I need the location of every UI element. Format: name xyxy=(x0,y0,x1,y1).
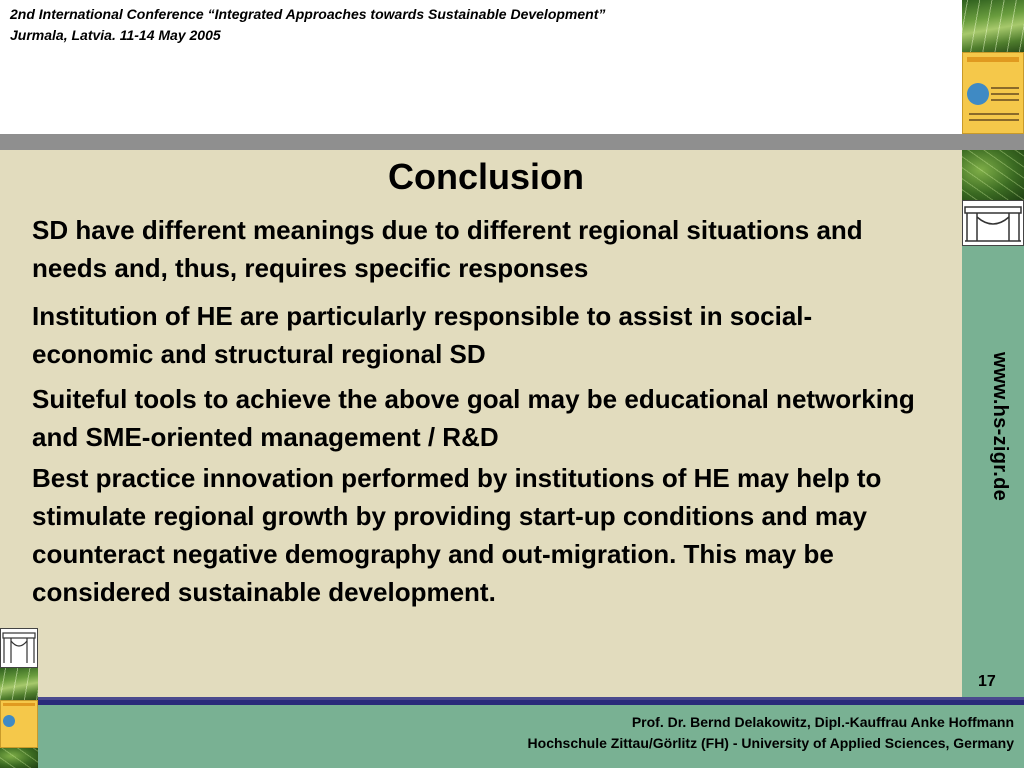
header-divider-band xyxy=(0,134,1024,150)
emas-brochure-small-icon xyxy=(0,700,38,748)
emas-brochure-icon xyxy=(962,52,1024,134)
university-logo-icon xyxy=(962,200,1024,246)
conclusion-point-3: Suiteful tools to achieve the above goal may be educational networking and SME-oriented management / R&D xyxy=(32,384,915,452)
leaf-photo-small-icon xyxy=(0,748,38,768)
footer-authors: Prof. Dr. Bernd Delakowitz, Dipl.-Kauffrau Anke Hoffmann xyxy=(631,714,1014,730)
grass-photo-small-icon xyxy=(0,668,38,700)
conference-title: 2nd International Conference “Integrated Approaches towards Sustainable Development” xyxy=(10,6,606,22)
page-number: 17 xyxy=(978,673,996,690)
website-url[interactable]: www.hs-zigr.de xyxy=(989,352,1011,502)
university-logo-small-icon xyxy=(0,628,38,668)
grass-photo-icon xyxy=(962,0,1024,52)
conclusion-point-4: Best practice innovation performed by institutions of HE may help to stimulate regional growth by providing start-up conditions and may counteract negative demography and out-migration. This may be considered sustainable development. xyxy=(32,463,882,607)
conclusion-point-2: Institution of HE are particularly responsible to assist in social-economic and structural regional SD xyxy=(32,301,813,369)
footer-institution: Hochschule Zittau/Görlitz (FH) - University of Applied Sciences, Germany xyxy=(527,735,1014,751)
slide-title: Conclusion xyxy=(388,156,584,197)
conclusion-point-1: SD have different meanings due to different regional situations and needs and, thus, requires specific responses xyxy=(32,215,863,283)
left-image-strip xyxy=(0,628,38,768)
conference-location-date: Jurmala, Latvia. 11-14 May 2005 xyxy=(10,27,221,43)
